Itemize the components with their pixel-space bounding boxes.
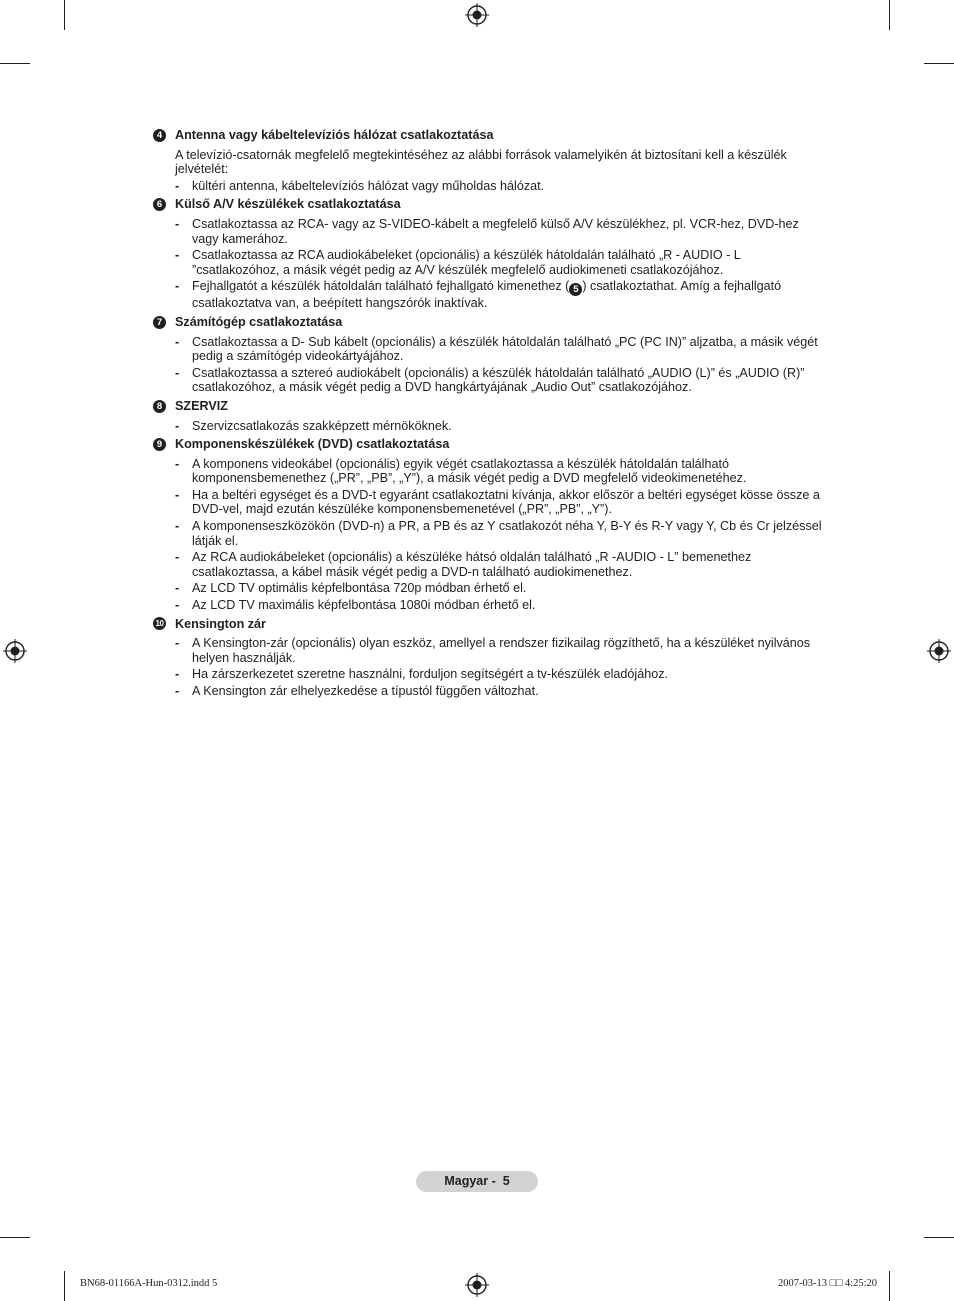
crop-mark — [0, 63, 30, 64]
registration-mark-icon — [3, 639, 27, 663]
section-number-badge: 9 — [153, 438, 166, 451]
section-title: SZERVIZ — [175, 398, 228, 413]
section-title: Antenna vagy kábeltelevíziós hálózat csatlakoztatása — [175, 128, 494, 142]
registration-mark-icon — [465, 3, 489, 27]
crop-mark — [889, 1271, 890, 1301]
section-external-av — [153, 197, 825, 311]
section-antenna — [153, 128, 825, 193]
section-heading — [153, 315, 825, 330]
list-item: - Csatlakoztassa az RCA audiokábeleket (opcionális) a készülék hátoldalán található „R - AUDIO - L ”csatlakozóhoz, a másik végét pedig az A/V készülék megfelelő audiokimeneti csatlakozójához. — [175, 248, 741, 277]
print-file-name: BN68-01166A-Hun-0312.indd 5 — [80, 1278, 218, 1289]
section-heading — [153, 128, 825, 143]
section-heading — [153, 399, 825, 414]
section-computer — [153, 315, 825, 395]
section-heading — [153, 437, 825, 452]
list-item-headphone: - Fejhallgatót a készülék hátoldalán található fejhallgató kimenethez ( 5 ) csatlakoztathat. Amíg a fejhallgató csatlakoztatva van, a beépített hangszórók inaktívak. — [175, 279, 782, 311]
print-date: 2007-03-13 □□ 4:25:20 — [777, 1278, 877, 1289]
section-number-badge: 6 — [153, 198, 166, 211]
page-number-label: Magyar - 5 — [416, 1171, 538, 1192]
list-item: - A Kensington-zár (opcionális) olyan eszköz, amellyel a rendszer fizikailag rögzíthető, ha a készüléket nyilvános helyen használják. — [175, 636, 811, 665]
list-item: - Az RCA audiokábeleket (opcionális) a készüléke hátsó oldalán található „R -AUDIO - L” bemenethez csatlakoztassa, a kábel másik végét pedig a DVD-n található audiokimenethez. — [175, 550, 752, 579]
section-title: Komponenskészülékek (DVD) csatlakoztatása — [175, 437, 450, 452]
section-title: Számítógép csatlakoztatása — [175, 314, 343, 329]
section-number-badge: 10 — [153, 617, 166, 630]
registration-mark-icon — [927, 639, 951, 663]
list-item: - A Kensington zár elhelyezkedése a típustól függően változhat. — [175, 684, 539, 698]
list-item: - Csatlakoztassa a sztereó audiokábelt (opcionális) a készülék hátoldalán található „AUDIO (L)” és „AUDIO (R)” csatlakozóhoz, a másik végét pedig a DVD hangkártyájának „Audio Out” csatlakozójához. — [175, 365, 805, 395]
list-item: - Csatlakoztassa az RCA- vagy az S-VIDEO-kábelt a megfelelő külső A/V készülékhez, pl. VCR-hez, DVD-hez vagy kamerához. — [175, 216, 799, 246]
section-heading — [153, 617, 825, 632]
list-item: - Az LCD TV maximális képfelbontása 1080i módban érhető el. — [175, 598, 536, 613]
section-number-badge: 4 — [153, 129, 166, 142]
list-item: - Az LCD TV optimális képfelbontása 720p módban érhető el. — [175, 581, 527, 596]
section-title: Kensington zár — [175, 616, 266, 631]
crop-mark — [889, 0, 890, 30]
crop-mark — [924, 1237, 954, 1238]
crop-mark — [64, 1271, 65, 1301]
list-item: - Csatlakoztassa a D- Sub kábelt (opcionális) a készülék hátoldalán található „PC (PC IN)” aljzatba, a másik végét pedig a számítógép videokártyájához. — [175, 334, 818, 364]
list-item: - A komponens videokábel (opcionális) egyik végét csatlakoztassa a készülék hátoldalán található komponensbemenethez („PR”, „PB”, „Y”), a másik végét pedig a DVD megfelelő videokimenetéhez. — [175, 456, 747, 486]
crop-mark — [924, 63, 954, 64]
section-number-badge: 7 — [153, 316, 166, 329]
list-item: - Szervizcsatlakozás szakképzett mérnököknek. — [175, 418, 452, 433]
section-number-badge: 8 — [153, 400, 166, 413]
list-item: - kültéri antenna, kábeltelevíziós hálózat vagy műholdas hálózat. — [175, 178, 545, 193]
section-heading — [153, 197, 825, 212]
section-service — [153, 399, 825, 433]
headphone-number-badge: 5 — [569, 283, 582, 296]
crop-mark — [64, 0, 65, 30]
list-item: - Ha zárszerkezetet szeretne használni, forduljon segítségért a tv-készülék eladójához. — [175, 667, 669, 682]
manual-content — [153, 128, 825, 703]
crop-mark — [0, 1237, 30, 1238]
section-component — [153, 437, 825, 613]
list-item: - Ha a beltéri egységet és a DVD-t egyaránt csatlakoztatni kívánja, akkor először a beltéri egységet kösse össze a DVD-vel, majd ezután készüléke komponensbemenetével („PR”, „PB”, „Y”). — [175, 487, 820, 517]
section-kensington — [153, 617, 825, 699]
section-intro: A televízió-csatornák megfelelő megtekintéséhez az alábbi források valamelyikén át biztosítani kell a készülék jelvételét: — [175, 147, 787, 177]
section-title: Külső A/V készülékek csatlakoztatása — [175, 197, 401, 212]
registration-mark-icon — [465, 1273, 489, 1297]
list-item: - A komponenseszközökön (DVD-n) a PR, a PB és az Y csatlakozót néha Y, B-Y és R-Y vagy Y, Cb és Cr jelzéssel látják el. — [175, 519, 822, 548]
